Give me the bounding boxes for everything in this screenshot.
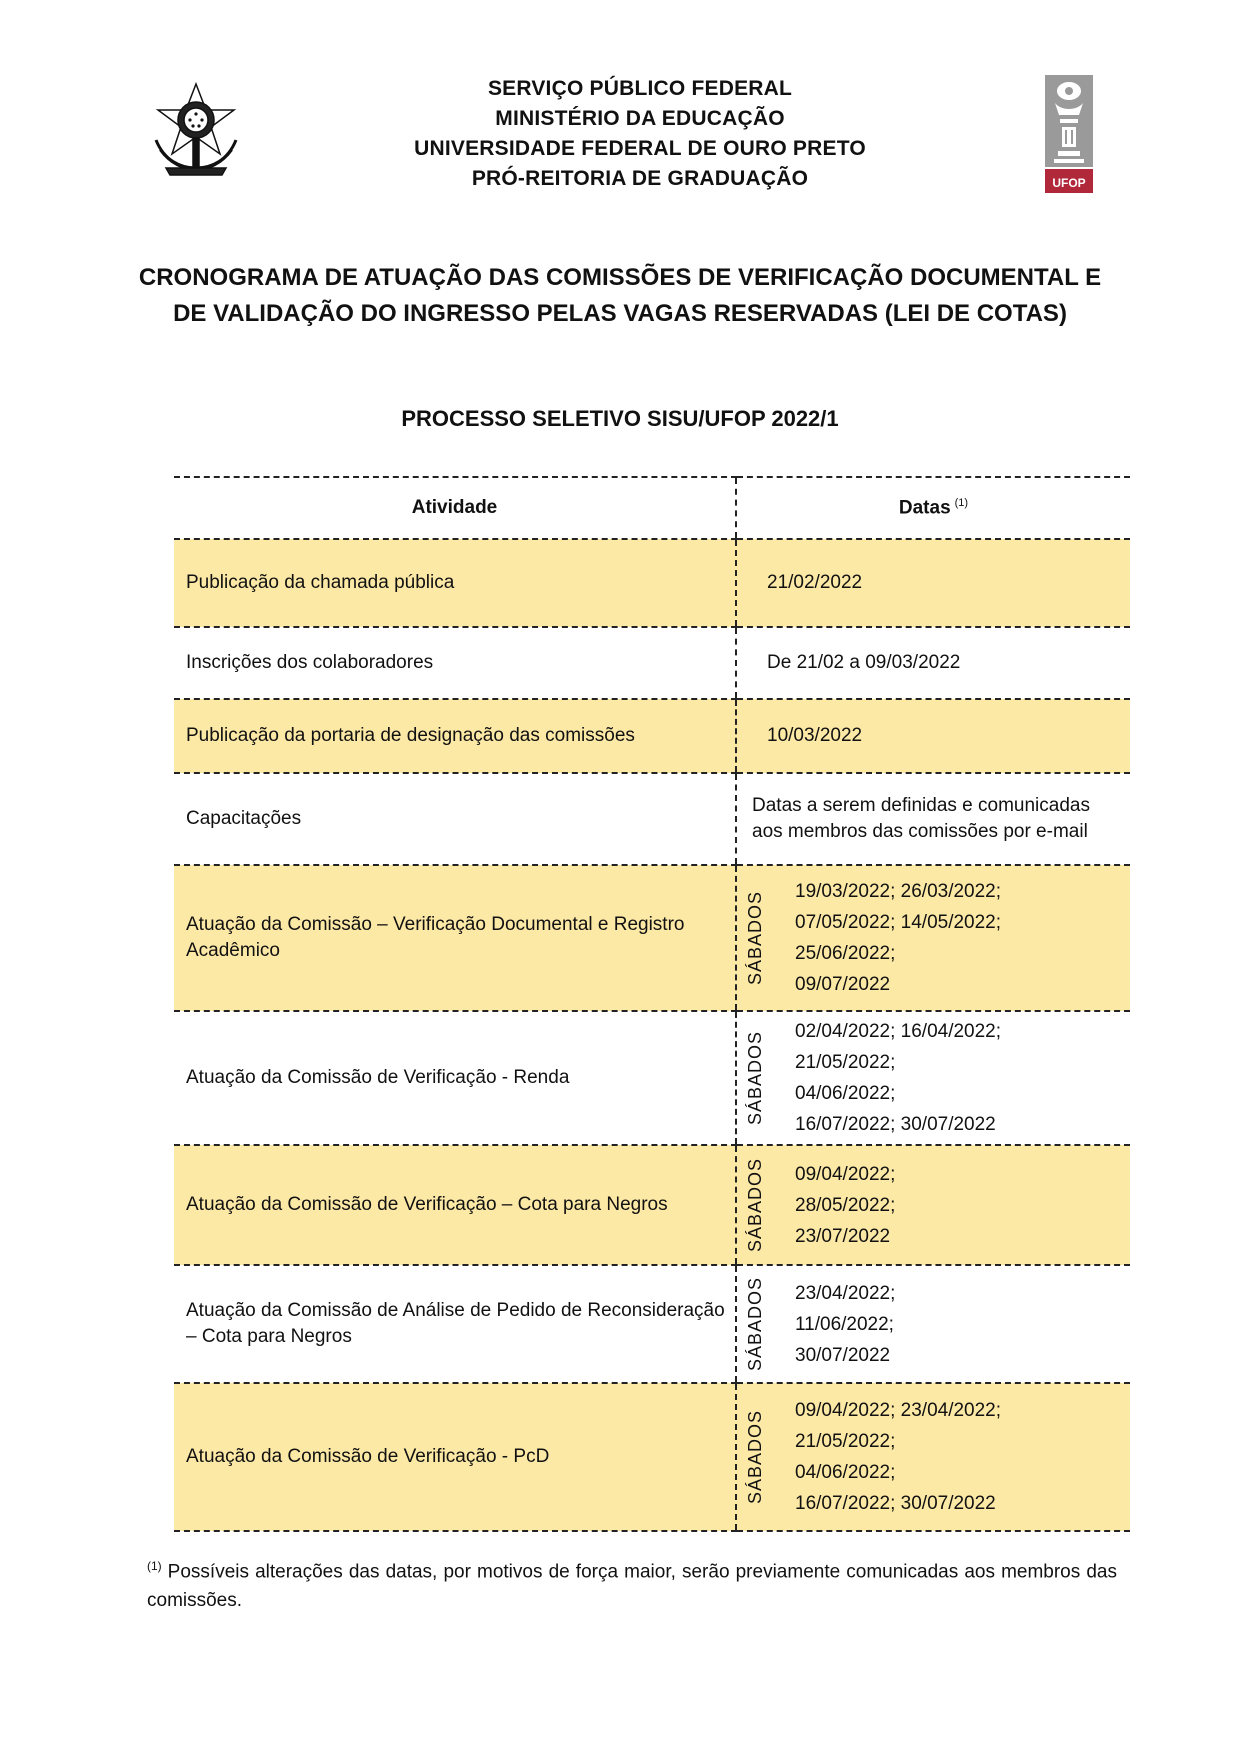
brazil-coat-of-arms-icon (150, 80, 242, 178)
table-row (174, 699, 1130, 773)
table-row (174, 1145, 1130, 1265)
table-row (174, 627, 1130, 699)
schedule-table-container (174, 476, 1130, 1532)
activity-cell: Atuação da Comissão – Verificação Documental e Registro Acadêmico (174, 865, 736, 1011)
title-line-2: DE VALIDAÇÃO DO INGRESSO PELAS VAGAS RESERVADAS (LEI DE COTAS) (173, 300, 1067, 327)
table-header-row (174, 477, 1130, 539)
dates-cell: De 21/02 a 09/03/2022 (736, 627, 1130, 699)
dates-cell: 10/03/2022 (736, 699, 1130, 773)
saturdays-label: SÁBADOS (744, 1030, 765, 1126)
activity-cell: Atuação da Comissão de Verificação - PcD (174, 1383, 736, 1531)
table-row (174, 865, 1130, 1011)
saturdays-label: SÁBADOS (744, 1409, 765, 1505)
header-line-1: SERVIÇO PÚBLICO FEDERAL (487, 77, 793, 100)
saturdays-label: SÁBADOS (744, 1157, 765, 1253)
activity-cell: Inscrições dos colaboradores (174, 627, 736, 699)
dates-cell: Datas a serem definidas e comunicadas aos membros das comissões por e-mail (736, 773, 1130, 865)
header-line-2: MINISTÉRIO DA EDUCAÇÃO (495, 107, 785, 130)
activity-cell: Atuação da Comissão de Verificação – Cota para Negros (174, 1145, 736, 1265)
dates-cell: SÁBADOS 02/04/2022; 16/04/2022; 21/05/2022; 04/06/2022; 16/07/2022; 30/07/2022 (736, 1011, 1130, 1145)
activity-cell: Atuação da Comissão de Análise de Pedido de Reconsideração – Cota para Negros (174, 1265, 736, 1383)
activity-cell: Publicação da chamada pública (174, 539, 736, 627)
activity-column-header: Atividade (174, 477, 736, 539)
institution-header (340, 74, 940, 194)
ufop-logo-text: UFOP (1052, 176, 1086, 190)
footnote-ref: (1) (954, 496, 969, 509)
table-row (174, 1011, 1130, 1145)
dates-cell: SÁBADOS 09/04/2022; 23/04/2022; 21/05/2022; 04/06/2022; 16/07/2022; 30/07/2022 (736, 1383, 1130, 1531)
footnote-text: Possíveis alterações das datas, por motivos de força maior, serão previamente comunicadas aos membros das comissões. (147, 1561, 1117, 1612)
activity-cell: Publicação da portaria de designação das comissões (174, 699, 736, 773)
activity-cell: Capacitações (174, 773, 736, 865)
dates-cell: SÁBADOS 09/04/2022; 28/05/2022; 23/07/2022 (736, 1145, 1130, 1265)
dates-cell: SÁBADOS 23/04/2022; 11/06/2022; 30/07/2022 (736, 1265, 1130, 1383)
footnote (147, 1552, 1117, 1615)
footnote-marker: (1) (147, 1559, 162, 1573)
schedule-table (174, 476, 1130, 1532)
header-line-4: PRÓ-REITORIA DE GRADUAÇÃO (471, 167, 809, 190)
dates-cell: 21/02/2022 (736, 539, 1130, 627)
table-row (174, 539, 1130, 627)
header-line-3: UNIVERSIDADE FEDERAL DE OURO PRETO (414, 137, 866, 160)
saturdays-label: SÁBADOS (744, 1276, 765, 1372)
table-row (174, 1383, 1130, 1531)
activity-cell: Atuação da Comissão de Verificação - Renda (174, 1011, 736, 1145)
process-subtitle: PROCESSO SELETIVO SISU/UFOP 2022/1 (401, 406, 839, 431)
table-row (174, 1265, 1130, 1383)
document-title (120, 260, 1120, 332)
dates-column-header: Datas $^{(1)}$ (736, 477, 1130, 539)
dates-cell: SÁBADOS 19/03/2022; 26/03/2022; 07/05/2022; 14/05/2022; 25/06/2022; 09/07/2022 (736, 865, 1130, 1011)
title-line-1: CRONOGRAMA DE ATUAÇÃO DAS COMISSÕES DE VERIFICAÇÃO DOCUMENTAL E (138, 264, 1102, 291)
saturdays-label: SÁBADOS (744, 890, 765, 986)
ufop-logo (1045, 75, 1093, 193)
table-row (174, 773, 1130, 865)
